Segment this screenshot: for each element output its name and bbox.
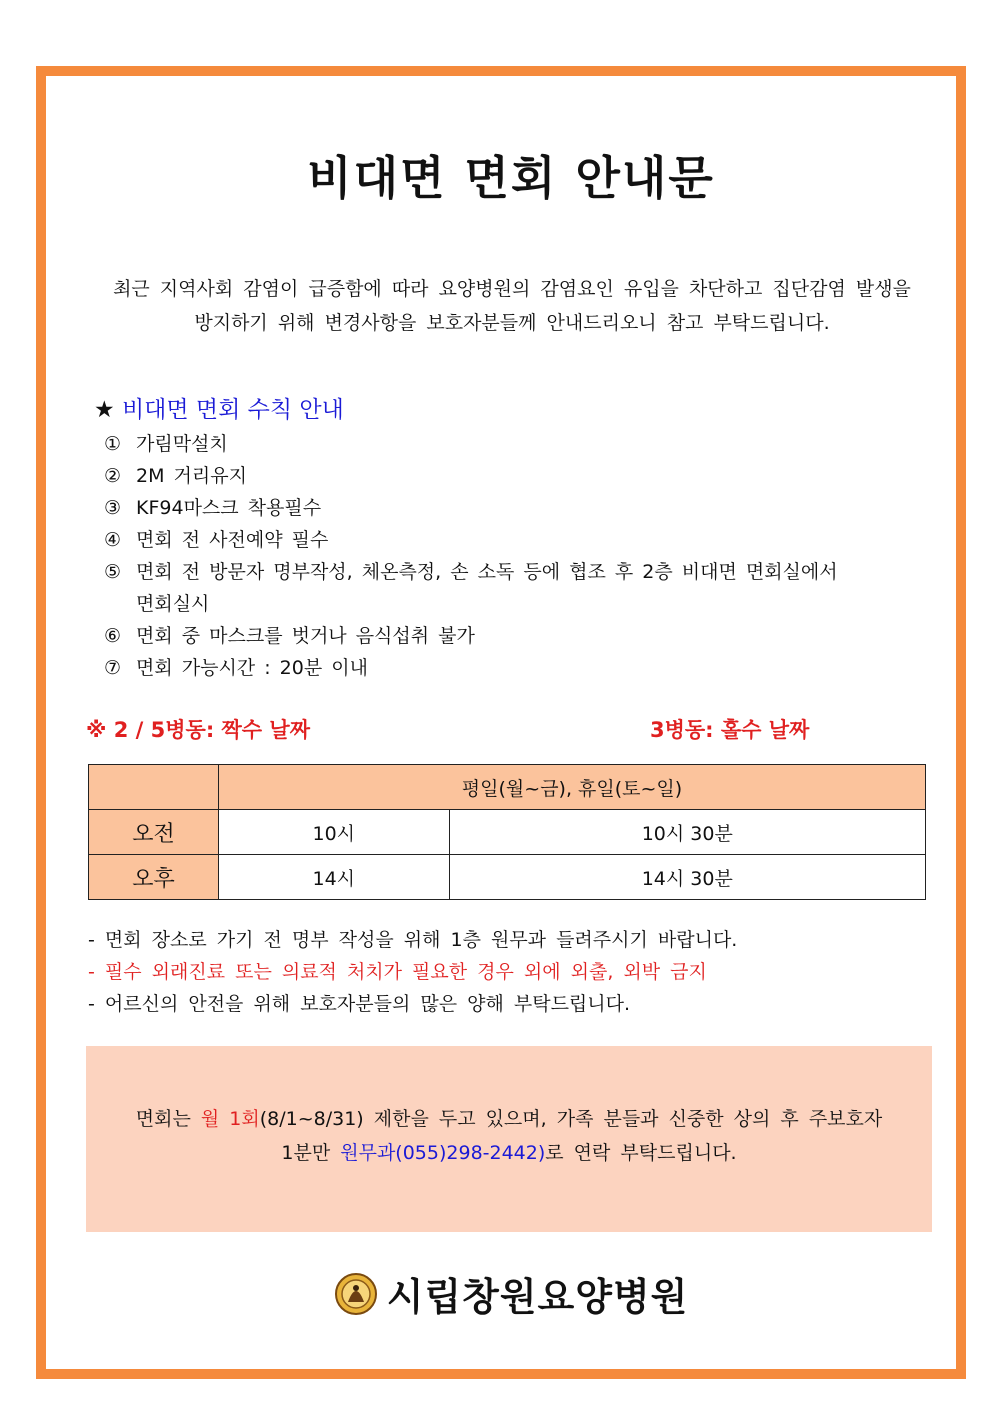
header-empty-cell — [89, 765, 219, 810]
time-slot-cell: 14시 — [219, 855, 450, 900]
table-row — [89, 855, 926, 900]
rule-text: 면회 전 방문자 명부작성, 체온측정, 손 소독 등에 협조 후 2층 비대면 면회실에서 — [136, 561, 838, 583]
section-heading — [94, 391, 344, 424]
row-label-morning: 오전 — [89, 810, 219, 855]
notice-text-part: 1분만 — [281, 1142, 341, 1164]
notice-text-part: (8/1~8/31) 제한을 두고 있으며, 가족 분들과 신중한 상의 후 주보호자 — [259, 1108, 883, 1130]
intro-paragraph — [70, 272, 954, 340]
rule-item — [104, 524, 904, 556]
rule-item — [104, 620, 904, 652]
table-row — [89, 810, 926, 855]
bullet-item: - 면회 장소로 가기 전 명부 작성을 위해 1층 원무과 들려주시기 바랍니다. — [88, 929, 738, 951]
rule-text: 면회 전 사전예약 필수 — [136, 529, 329, 551]
rule-text: 면회 중 마스크를 벗거나 음식섭취 불가 — [136, 625, 475, 647]
bullet-item: - 어르신의 안전을 위해 보호자분들의 많은 양해 부탁드립니다. — [88, 993, 631, 1015]
notice-text-part: 로 연락 부탁드립니다. — [545, 1142, 737, 1164]
schedule-table — [88, 764, 926, 900]
bullet-notes — [88, 924, 737, 1020]
rule-number: ② — [104, 465, 122, 487]
notice-frequency: 월 1회 — [200, 1108, 260, 1130]
notice-frame — [36, 66, 966, 1379]
rule-item — [104, 652, 904, 684]
intro-line-2: 방지하기 위해 변경사항을 보호자분들께 안내드리오니 참고 부탁드립니다. — [194, 312, 830, 334]
notice-line-1 — [86, 1102, 932, 1136]
rules-list — [104, 428, 904, 684]
bullet-item-warning: - 필수 외래진료 또는 의료적 처치가 필요한 경우 외에 외출, 외박 금지 — [88, 961, 707, 983]
time-slot-cell: 10시 30분 — [449, 810, 925, 855]
rule-text: 가림막설치 — [136, 433, 228, 455]
notice-line-2 — [86, 1136, 932, 1170]
rule-text: 2M 거리유지 — [136, 465, 247, 487]
rule-text: KF94마스크 착용필수 — [136, 497, 322, 519]
rule-number: ⑦ — [104, 657, 122, 679]
row-label-afternoon: 오후 — [89, 855, 219, 900]
hospital-emblem-icon — [334, 1272, 378, 1316]
rule-text: 면회 가능시간 : 20분 이내 — [136, 657, 368, 679]
rule-item — [104, 556, 904, 620]
hospital-name: 시립창원요양병원 — [386, 1275, 689, 1319]
time-slot-cell: 14시 30분 — [449, 855, 925, 900]
page-title: 비대면 면회 안내문 — [307, 151, 715, 205]
notice-box — [86, 1046, 932, 1232]
ward-note-even: ※ 2 / 5병동: 짝수 날짜 — [86, 718, 310, 742]
notice-text-part: 면회는 — [135, 1108, 201, 1130]
table-row — [89, 765, 926, 810]
notice-contact: 원무과(055)298-2442) — [340, 1142, 546, 1164]
time-slot-cell: 10시 — [219, 810, 450, 855]
section-heading-text: 비대면 면회 수칙 안내 — [121, 397, 344, 423]
footer-logo — [46, 1266, 976, 1321]
rule-number: ⑤ — [104, 561, 122, 583]
rule-number: ③ — [104, 497, 122, 519]
rule-number: ④ — [104, 529, 122, 551]
rule-item — [104, 460, 904, 492]
intro-line-1: 최근 지역사회 감염이 급증함에 따라 요양병원의 감염요인 유입을 차단하고 집단감염 발생을 — [113, 278, 911, 300]
ward-note-odd: 3병동: 홀수 날짜 — [650, 718, 810, 742]
rule-item — [104, 428, 904, 460]
header-days-cell: 평일(월~금), 휴일(토~일) — [219, 765, 926, 810]
rule-number: ⑥ — [104, 625, 122, 647]
notice-text — [86, 1102, 932, 1170]
rule-number: ① — [104, 433, 122, 455]
star-icon: ★ — [94, 397, 115, 423]
rule-item — [104, 492, 904, 524]
rule-text-continued: 면회실시 — [136, 593, 210, 615]
